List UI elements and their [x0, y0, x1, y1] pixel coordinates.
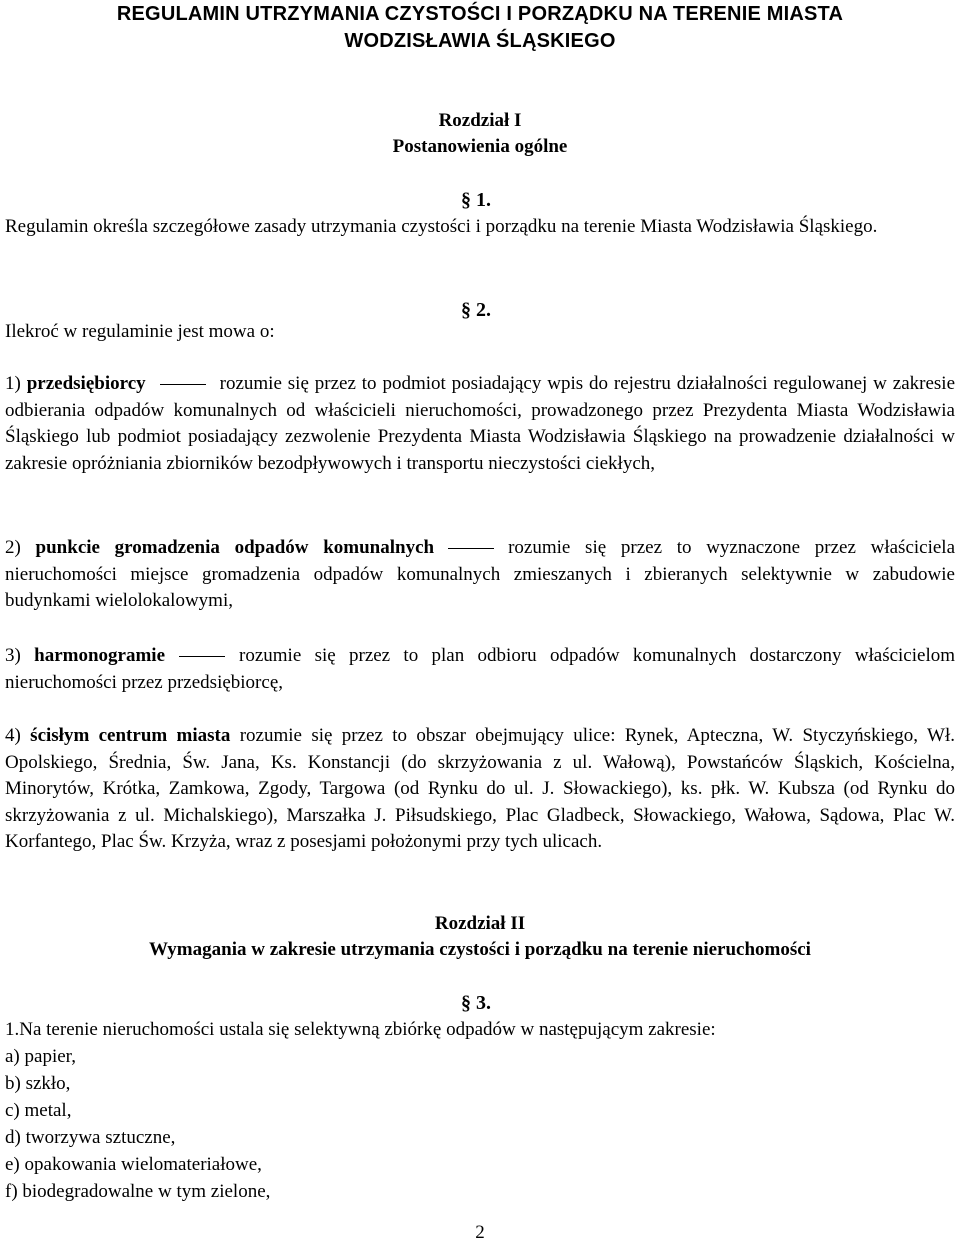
definition-term: punkcie gromadzenia odpadów komunalnych [35, 537, 435, 558]
definition-term: ścisłym centrum miasta [30, 725, 231, 746]
document-title-line-2: WODZISŁAWIA ŚLĄSKIEGO [344, 30, 616, 52]
definition-term: harmonogramie [34, 645, 166, 666]
definition-number: 4) [5, 725, 21, 746]
section-1-text: Regulamin określa szczegółowe zasady utrzymania czystości i porządku na terenie Miasta Wodzisławia Śląskiego. [5, 216, 878, 237]
list-item-papier: a) papier, [5, 1046, 76, 1067]
list-item-szklo: b) szkło, [5, 1073, 71, 1094]
section-2-number: 2. [476, 299, 491, 321]
em-dash [179, 656, 225, 657]
section-2-intro: Ilekroć w regulaminie jest mowa o: [5, 321, 275, 342]
list-item-tworzywa: d) tworzywa sztuczne, [5, 1127, 176, 1148]
definition-number: 3) [5, 645, 21, 666]
chapter-2-heading: Rozdział II [434, 913, 526, 934]
list-item-biodegradowalne: f) biodegradowalne w tym zielone, [5, 1181, 271, 1202]
list-item-opakowania: e) opakowania wielomateriałowe, [5, 1154, 262, 1175]
section-1-mark [461, 187, 491, 214]
definition-item-1 [5, 371, 955, 477]
chapter-1-heading: Rozdział I [438, 110, 522, 131]
section-2-mark [461, 297, 491, 324]
definition-text: rozumie się przez to obszar obejmujący ulice: Rynek, Apteczna, W. Styczyńskiego, Wł. Opolskiego, Średnia, Św. Jana, Ks. Konstancji (do skrzyżowania z ul. Wałową), Powstańców Śląskich, Kościelna, Minorytów, Krótka, Zamkowa, Zgody, Targowa (od Rynku do ul. J. Słowackiego), ks. płk. W. Kubsza (od Rynku do skrzyżowania z ul. Michalskiego), Marszałka J. Piłsudskiego, Plac Gladbeck, Słowackiego, Wałowa, Sądowa, Plac W. Korfantego, Plac Św. Krzyża, wraz z posesjami położonymi przy tych ulicach. [5, 725, 956, 853]
definition-number: 1) [5, 373, 21, 394]
section-symbol: § [461, 189, 471, 211]
definition-item-3 [5, 643, 955, 696]
chapter-2-subheading: Wymagania w zakresie utrzymania czystości i porządku na terenie nieruchomości [149, 939, 811, 960]
list-item-metal: c) metal, [5, 1100, 72, 1121]
definition-text: rozumie się przez to plan odbioru odpadów komunalnych dostarczony właścicielom nieruchomości przez przedsiębiorcę, [5, 645, 955, 693]
definition-text: rozumie się przez to podmiot posiadający wpis do rejestru działalności regulowanej w zakresie odbierania odpadów komunalnych od właścicieli nieruchomości, prowadzonego przez Prezydenta Miasta Wodzisławia Śląskiego lub podmiot posiadający zezwolenie Prezydenta Miasta Wodzisławia Śląskiego na prowadzenie działalności w zakresie opróżniania zbiorników bezodpływowych i transportu nieczystości ciekłych, [5, 373, 956, 474]
section-symbol: § [461, 992, 471, 1014]
definition-item-4 [5, 723, 955, 856]
definition-item-2 [5, 535, 955, 615]
page-number: 2 [475, 1222, 485, 1243]
section-3-number: 3. [476, 992, 491, 1014]
section-1-number: 1. [476, 189, 491, 211]
em-dash [160, 384, 206, 385]
definition-term: przedsiębiorcy [26, 373, 146, 394]
section-3-mark [461, 990, 491, 1017]
document-title-line-1: REGULAMIN UTRZYMANIA CZYSTOŚCI I PORZĄDKU NA TERENIE MIASTA [116, 3, 844, 25]
section-3-intro: 1.Na terenie nieruchomości ustala się selektywną zbiórkę odpadów w następującym zakresie: [5, 1019, 716, 1040]
section-symbol: § [461, 299, 471, 321]
definition-number: 2) [5, 537, 21, 558]
definition-text: rozumie się przez to wyznaczone przez właściciela nieruchomości miejsce gromadzenia odpadów komunalnych zmieszanych i zbieranych selektywnie w zabudowie budynkami wielolokalowymi, [5, 537, 956, 612]
chapter-1-subheading: Postanowienia ogólne [392, 136, 568, 157]
em-dash [448, 548, 494, 549]
